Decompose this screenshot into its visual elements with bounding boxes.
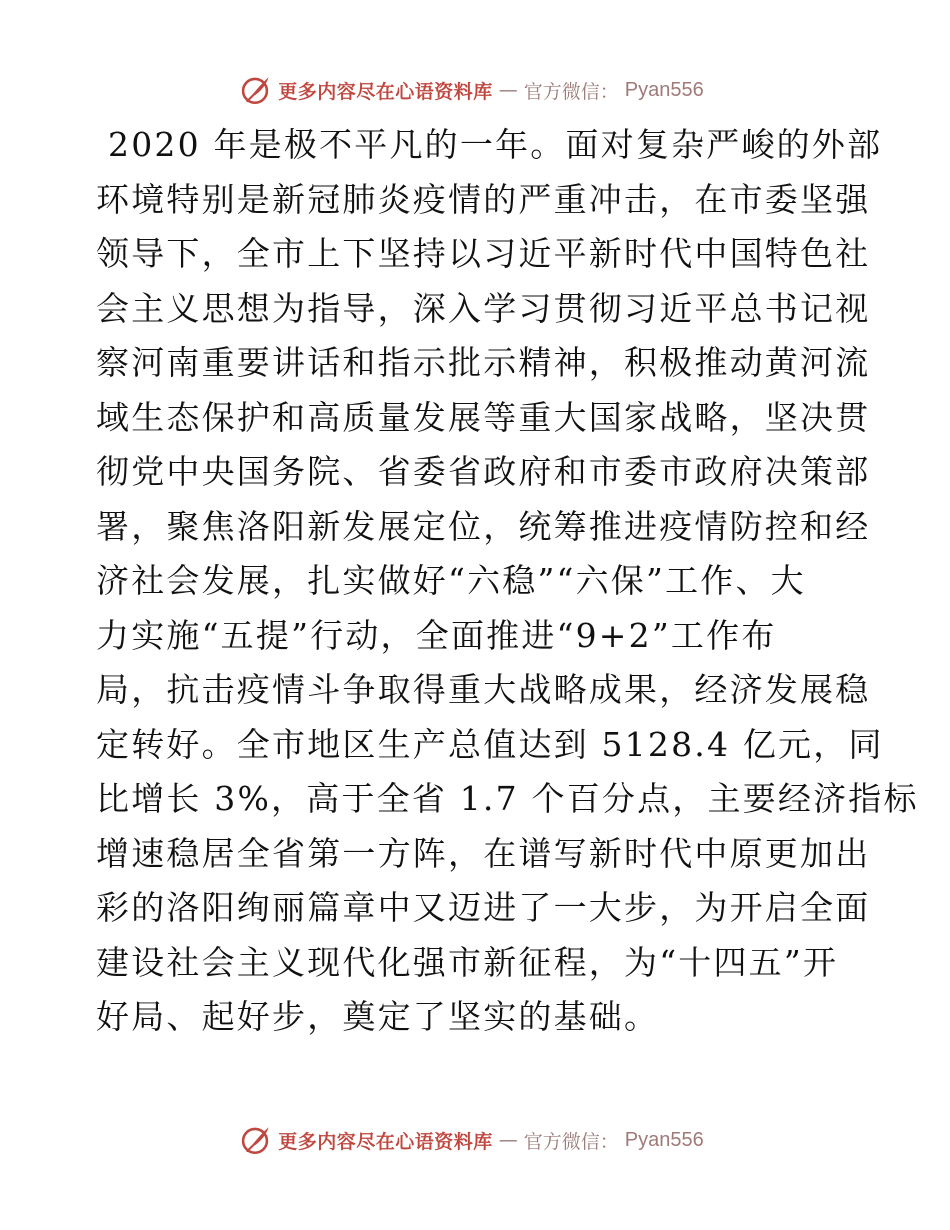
paragraph-line: 定转好。全市地区生产总值达到 5128.4 亿元，同 [96,724,884,764]
paragraph-line: 比增长 3%，高于全省 1.7 个百分点，主要经济指标 [96,779,919,818]
paragraph-line: 局，抗击疫情斗争取得重大战略成果，经济发展稳 [96,670,871,709]
paragraph-line: 增速稳居全省第一方阵，在谱写新时代中原更加出 [96,833,871,873]
watermark-separator: — [498,1129,518,1151]
watermark-wechat-id: Pyan556 [624,1128,704,1151]
paragraph-line: 彻党中央国务院、省委省政府和市委市政府决策部 [96,452,871,491]
watermark-wechat-label: 官方微信： [523,1130,619,1153]
footer-watermark [0,1120,950,1160]
paragraph-line: 彩的洛阳绚丽篇章中又迈进了一大步，为开启全面 [96,888,871,927]
header-watermark [0,70,950,110]
document-paragraph [96,118,919,1045]
paragraph-line: 会主义思想为指导，深入学习贯彻习近平总书记视 [96,288,871,328]
watermark-text: 更多内容尽在心语资料库 [278,1130,493,1153]
paragraph-line: 力实施“五提”行动，全面推进“9+2”工作布 [96,615,777,655]
quill-logo-icon [238,1123,272,1157]
paragraph-line: 环境特别是新冠肺炎疫情的严重冲击，在市委坚强 [96,179,871,219]
watermark-wechat-label: 官方微信： [523,80,619,103]
paragraph-line: 领导下，全市上下坚持以习近平新时代中国特色社 [96,234,871,273]
watermark-text: 更多内容尽在心语资料库 [278,80,493,103]
paragraph-line: 域生态保护和高质量发展等重大国家战略，坚决贯 [96,397,871,437]
paragraph-line: 署，聚焦洛阳新发展定位，统筹推进疫情防控和经 [96,506,871,546]
paragraph-line: 济社会发展，扎实做好“六稳”“六保”工作、大 [96,561,806,600]
paragraph-line: 建设社会主义现代化强市新征程，为“十四五”开 [96,942,839,982]
watermark-separator: — [498,79,518,101]
watermark-wechat-id: Pyan556 [624,78,704,101]
paragraph-line: 好局、起好步，奠定了坚实的基础。 [96,997,660,1036]
quill-logo-icon [238,73,272,107]
paragraph-line: 察河南重要讲话和指示批示精神，积极推动黄河流 [96,343,871,382]
paragraph-line: 2020 年是极不平凡的一年。面对复杂严峻的外部 [108,125,883,164]
